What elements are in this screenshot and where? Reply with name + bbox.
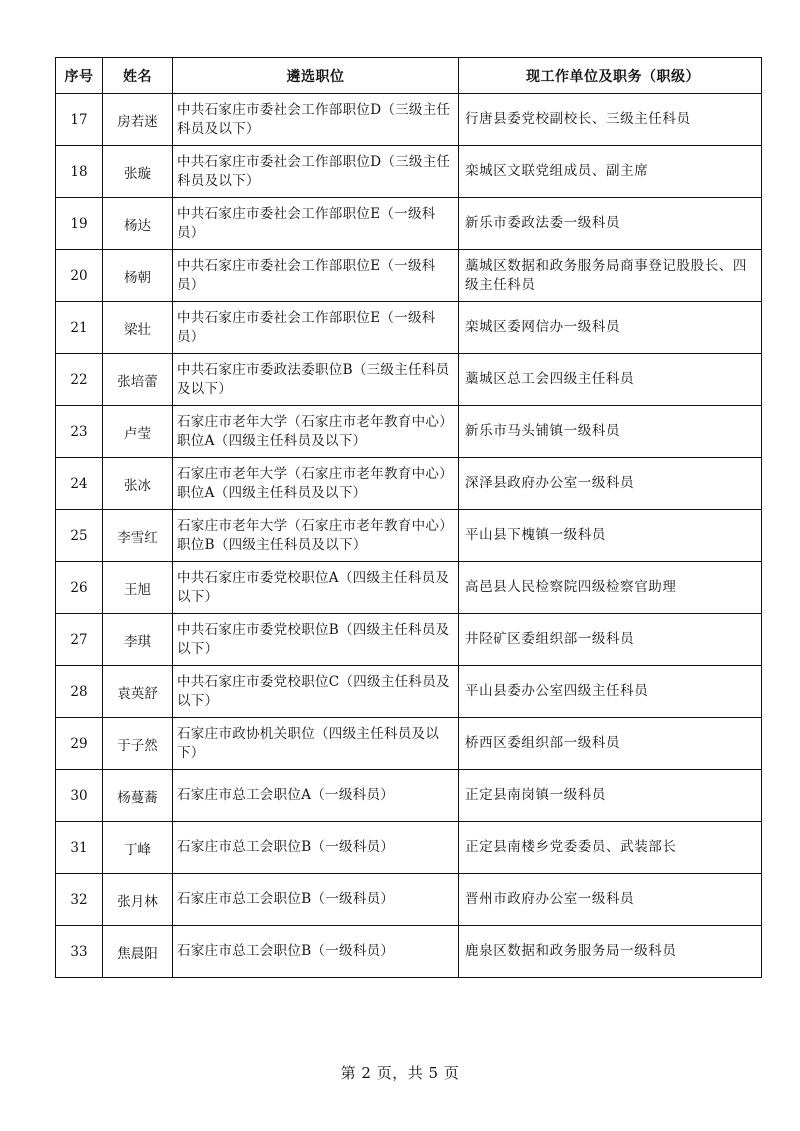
table-row <box>56 822 762 874</box>
row-number: 30 <box>56 770 103 822</box>
row-name: 房若迷 <box>103 94 173 146</box>
row-number: 19 <box>56 198 103 250</box>
row-number: 27 <box>56 614 103 666</box>
row-unit: 新乐市马头铺镇一级科员 <box>459 406 762 458</box>
row-number: 32 <box>56 874 103 926</box>
row-position: 石家庄市政协机关职位（四级主任科员及以下） <box>173 718 459 770</box>
row-position: 中共石家庄市委政法委职位B（三级主任科员及以下） <box>173 354 459 406</box>
row-position: 中共石家庄市委党校职位C（四级主任科员及以下） <box>173 666 459 718</box>
row-position: 中共石家庄市委党校职位A（四级主任科员及以下） <box>173 562 459 614</box>
table-row <box>56 458 762 510</box>
row-number: 18 <box>56 146 103 198</box>
row-position: 中共石家庄市委社会工作部职位E（一级科员） <box>173 302 459 354</box>
table-row <box>56 926 762 978</box>
row-position: 石家庄市总工会职位A（一级科员） <box>173 770 459 822</box>
row-position: 石家庄市老年大学（石家庄市老年教育中心）职位A（四级主任科员及以下） <box>173 406 459 458</box>
header-unit: 现工作单位及职务（职级） <box>459 58 762 94</box>
header-name: 姓名 <box>103 58 173 94</box>
row-unit: 桥西区委组织部一级科员 <box>459 718 762 770</box>
row-number: 23 <box>56 406 103 458</box>
row-position: 石家庄市老年大学（石家庄市老年教育中心）职位B（四级主任科员及以下） <box>173 510 459 562</box>
row-name: 李琪 <box>103 614 173 666</box>
table-header-row <box>56 58 762 94</box>
row-unit: 正定县南楼乡党委委员、武装部长 <box>459 822 762 874</box>
table-row <box>56 406 762 458</box>
table-row <box>56 510 762 562</box>
row-name: 卢莹 <box>103 406 173 458</box>
row-position: 石家庄市总工会职位B（一级科员） <box>173 926 459 978</box>
table-row <box>56 94 762 146</box>
row-name: 张培蕾 <box>103 354 173 406</box>
row-position: 石家庄市总工会职位B（一级科员） <box>173 822 459 874</box>
row-name: 李雪红 <box>103 510 173 562</box>
row-number: 29 <box>56 718 103 770</box>
row-unit: 栾城区委网信办一级科员 <box>459 302 762 354</box>
row-number: 26 <box>56 562 103 614</box>
row-unit: 藁城区总工会四级主任科员 <box>459 354 762 406</box>
row-unit: 栾城区文联党组成员、副主席 <box>459 146 762 198</box>
row-number: 24 <box>56 458 103 510</box>
row-name: 张璇 <box>103 146 173 198</box>
row-position: 中共石家庄市委党校职位B（四级主任科员及以下） <box>173 614 459 666</box>
personnel-table <box>55 57 762 978</box>
row-number: 25 <box>56 510 103 562</box>
table-row <box>56 562 762 614</box>
row-name: 焦晨阳 <box>103 926 173 978</box>
row-unit: 新乐市委政法委一级科员 <box>459 198 762 250</box>
table-row <box>56 354 762 406</box>
row-position: 中共石家庄市委社会工作部职位D（三级主任科员及以下） <box>173 146 459 198</box>
row-unit: 井陉矿区委组织部一级科员 <box>459 614 762 666</box>
row-name: 杨蔓蕎 <box>103 770 173 822</box>
row-name: 丁峰 <box>103 822 173 874</box>
table-row <box>56 666 762 718</box>
row-number: 31 <box>56 822 103 874</box>
page-footer: 第 2 页，共 5 页 <box>340 1064 460 1082</box>
row-position: 石家庄市老年大学（石家庄市老年教育中心）职位A（四级主任科员及以下） <box>173 458 459 510</box>
row-unit: 行唐县委党校副校长、三级主任科员 <box>459 94 762 146</box>
row-unit: 高邑县人民检察院四级检察官助理 <box>459 562 762 614</box>
row-position: 中共石家庄市委社会工作部职位E（一级科员） <box>173 198 459 250</box>
row-name: 张冰 <box>103 458 173 510</box>
table-row <box>56 874 762 926</box>
row-unit: 鹿泉区数据和政务服务局一级科员 <box>459 926 762 978</box>
row-position: 中共石家庄市委社会工作部职位E（一级科员） <box>173 250 459 302</box>
table-row <box>56 614 762 666</box>
row-number: 17 <box>56 94 103 146</box>
row-position: 中共石家庄市委社会工作部职位D（三级主任科员及以下） <box>173 94 459 146</box>
table-row <box>56 198 762 250</box>
row-unit: 藁城区数据和政务服务局商事登记股股长、四级主任科员 <box>459 250 762 302</box>
row-unit: 深泽县政府办公室一级科员 <box>459 458 762 510</box>
table-row <box>56 250 762 302</box>
table-body <box>56 94 762 978</box>
row-position: 石家庄市总工会职位B（一级科员） <box>173 874 459 926</box>
row-name: 张月林 <box>103 874 173 926</box>
table-row <box>56 770 762 822</box>
row-number: 28 <box>56 666 103 718</box>
row-unit: 晋州市政府办公室一级科员 <box>459 874 762 926</box>
row-name: 杨朝 <box>103 250 173 302</box>
table-row <box>56 302 762 354</box>
row-number: 21 <box>56 302 103 354</box>
row-unit: 平山县委办公室四级主任科员 <box>459 666 762 718</box>
row-name: 袁英舒 <box>103 666 173 718</box>
row-number: 33 <box>56 926 103 978</box>
row-name: 于子然 <box>103 718 173 770</box>
row-unit: 平山县下槐镇一级科员 <box>459 510 762 562</box>
row-name: 杨达 <box>103 198 173 250</box>
header-position: 遴选职位 <box>173 58 459 94</box>
row-number: 22 <box>56 354 103 406</box>
table-row <box>56 146 762 198</box>
row-unit: 正定县南岗镇一级科员 <box>459 770 762 822</box>
row-number: 20 <box>56 250 103 302</box>
header-num: 序号 <box>56 58 103 94</box>
table-row <box>56 718 762 770</box>
row-name: 王旭 <box>103 562 173 614</box>
row-name: 梁壮 <box>103 302 173 354</box>
